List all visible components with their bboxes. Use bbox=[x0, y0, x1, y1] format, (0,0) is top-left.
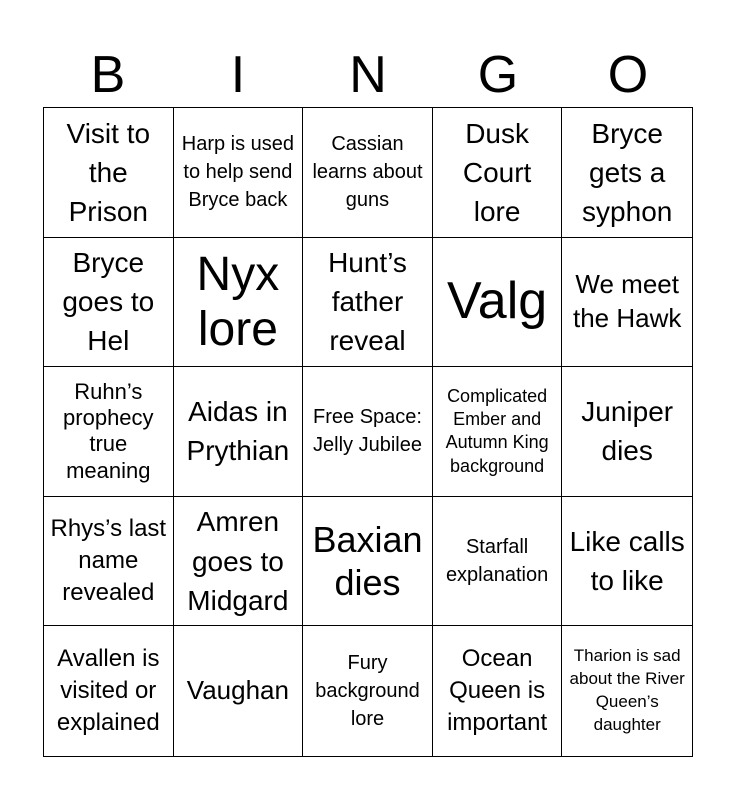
cell-text: Hunt’s father reveal bbox=[328, 247, 407, 357]
bingo-cell[interactable] bbox=[174, 367, 304, 497]
bingo-cell[interactable] bbox=[44, 108, 174, 238]
cell-text: Dusk Court lore bbox=[462, 117, 532, 227]
cell-text: Aidas in Prythian bbox=[186, 396, 290, 467]
bingo-cell[interactable] bbox=[174, 238, 304, 368]
cell-text: We meet the Hawk bbox=[573, 269, 682, 333]
cell-text: Baxian dies bbox=[312, 518, 423, 604]
cell-text: Avallen is visited or explained bbox=[56, 644, 160, 737]
cell-text: Tharion is sad about the River Queen’s daughter bbox=[569, 646, 685, 735]
cell-text: Fury background lore bbox=[315, 652, 420, 731]
cell-text: Bryce gets a syphon bbox=[582, 117, 673, 227]
header-letter-o: O bbox=[607, 46, 649, 104]
bingo-cell[interactable] bbox=[562, 108, 692, 238]
cell-text: Vaughan bbox=[186, 675, 289, 706]
cell-text: Rhys’s last name revealed bbox=[50, 514, 167, 607]
bingo-cell[interactable] bbox=[303, 497, 433, 627]
bingo-cell[interactable] bbox=[562, 238, 692, 368]
cell-text: Valg bbox=[446, 271, 548, 330]
cell-text: Amren goes to Midgard bbox=[187, 506, 289, 616]
bingo-cell[interactable] bbox=[433, 497, 563, 627]
cell-text: Complicated Ember and Autumn King background bbox=[445, 385, 549, 476]
header-letter-i: I bbox=[230, 46, 246, 104]
cell-text: Ocean Queen is important bbox=[447, 644, 548, 737]
cell-text: Like calls to like bbox=[569, 525, 685, 597]
bingo-cell[interactable] bbox=[303, 238, 433, 368]
cell-text: Visit to the Prison bbox=[66, 117, 151, 227]
bingo-cell[interactable] bbox=[174, 497, 304, 627]
bingo-cell[interactable] bbox=[562, 626, 692, 756]
bingo-cell[interactable] bbox=[44, 367, 174, 497]
cell-text: Starfall explanation bbox=[445, 536, 549, 587]
bingo-cell[interactable] bbox=[44, 497, 174, 627]
cell-text: Harp is used to help send Bryce back bbox=[181, 133, 295, 212]
cell-text: Free Space: Jelly Jubilee bbox=[313, 406, 422, 457]
bingo-cell[interactable] bbox=[433, 108, 563, 238]
bingo-cell[interactable] bbox=[562, 367, 692, 497]
bingo-header bbox=[43, 44, 693, 106]
bingo-cell[interactable] bbox=[562, 497, 692, 627]
cell-text: Juniper dies bbox=[581, 396, 674, 467]
bingo-cell[interactable] bbox=[174, 626, 304, 756]
bingo-cell free-space[interactable] bbox=[303, 367, 433, 497]
bingo-cell[interactable] bbox=[44, 238, 174, 368]
bingo-board bbox=[43, 107, 693, 757]
header-letter-n: N bbox=[349, 46, 387, 104]
header-letter-g: G bbox=[477, 46, 519, 104]
cell-text: Bryce goes to Hel bbox=[62, 247, 155, 357]
bingo-cell[interactable] bbox=[303, 108, 433, 238]
bingo-cell[interactable] bbox=[433, 626, 563, 756]
bingo-cell[interactable] bbox=[433, 238, 563, 368]
bingo-cell[interactable] bbox=[303, 626, 433, 756]
header-letter-b: B bbox=[90, 46, 126, 104]
cell-text: Ruhn’s prophecy true meaning bbox=[63, 378, 154, 483]
bingo-cell[interactable] bbox=[44, 626, 174, 756]
cell-text: Cassian learns about guns bbox=[312, 133, 423, 212]
bingo-cell[interactable] bbox=[433, 367, 563, 497]
bingo-cell[interactable] bbox=[174, 108, 304, 238]
cell-text: Nyx lore bbox=[196, 247, 280, 356]
